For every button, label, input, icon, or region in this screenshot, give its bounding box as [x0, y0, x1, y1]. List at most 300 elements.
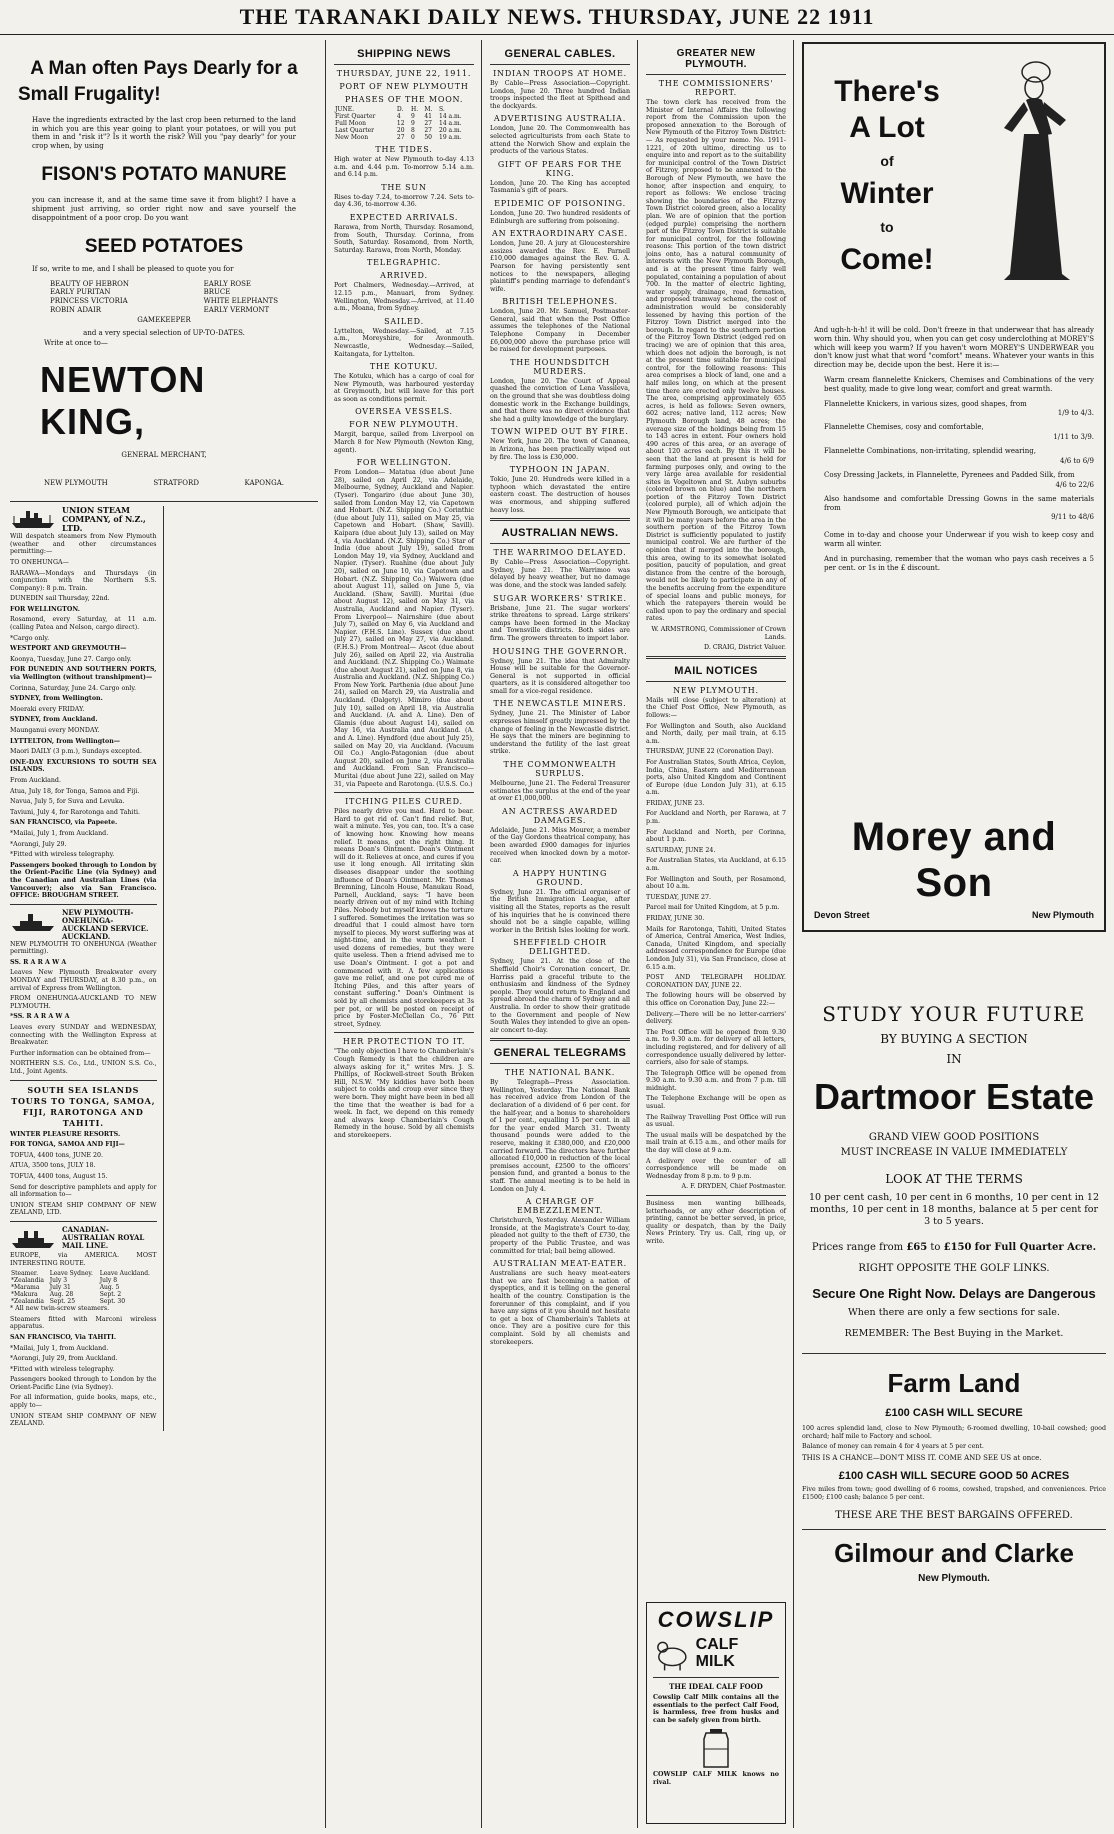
advert-subheading: BY BUYING A SECTION — [880, 1032, 1028, 1046]
schedule-line: *Fitted with wireless telegraphy. — [10, 1365, 115, 1373]
article-body: New York, June 20. The town of Cananea, in Arizona, has been practically wiped out by fire. The loss is £30,000. — [490, 438, 630, 461]
schedule-line: Passengers booked through to London by the Orient-Pacific Line (via Sydney). — [10, 1376, 157, 1391]
notice-line: Parcel mail for United Kingdom, at 5 p.m. — [646, 904, 780, 912]
street: Devon Street — [814, 910, 870, 920]
table-cell: *Makura — [11, 1291, 38, 1299]
schedule-line: Leaves every SUNDAY and WEDNESDAY, connecting with the Wellington Express at Breakwater. — [10, 1024, 157, 1047]
subheading: SAILED. — [384, 316, 424, 326]
advert-body: and a very special selection of UP-TO-DATES. — [83, 329, 245, 338]
article-heading: THE NEWCASTLE MINERS. — [493, 699, 627, 709]
schedule-line: NEW PLYMOUTH TO ONEHUNGA (Weather permitting). — [10, 940, 157, 956]
subheading: THE KOTUKU. — [369, 362, 439, 372]
article-body: Piles nearly drive you mad. Hard to bear. Hard to get rid of. Can't find relief. But, wait a minute. Yes, you can, too. It's a case of knowing how. Knowing how means relief. It means, get the right thing. It means Doan's Ointment. Doan's Ointment will do it. Relieves at once, and cures if you use it long enough. All irritating skin diseases disappear under the soothing influence of Doan's Ointment. Mr. Thomas Bremning, Lincoln House, Manukau Road, Parnell, Auckland, says: "I have been nearly driven out of my mind with Itching Piles. Nobody but myself knows the torture I suffered. Sometimes the irritation was so dreadful that I could almost have torn myself to pieces. My worst suffering was at night-time, and in the warm weather. I used dozens of remedies, but they were quite useless. Then a friend advised me to use Doan's Ointment. I got a pot and commenced with it. A few applications gave me relief, and one pot cured me of Itching Piles, and this after years of constant suffering." Doan's Ointment is sold by all chemists and storekeepers at 3s per pot, or will be posted on receipt of price by Foster-McClellan Co., 76 Pitt street, Sydney. — [334, 808, 474, 1028]
advertiser-role: GENERAL MERCHANT, — [121, 451, 207, 460]
article-body: London, June 20. The Court of Appeal quashed the conviction of Lena Vassileva, on the ground that she was doubtless doing domestic work in the Exchange buildings, and that there was no direct evidence that she had a guilty knowledge of the burglary. — [490, 377, 630, 423]
signature: W. ARMSTRONG, Commissioner of Crown Lands. — [651, 625, 786, 641]
advert-body: Five miles from town; good dwelling of 6 rooms, cowshed, trapshed, and conveniences. Price £1500; £100 cash; balance 5 per cent. — [802, 1486, 1106, 1501]
price: 9/11 to 48/6 — [1051, 513, 1094, 522]
variety: ROBIN ADAIR — [50, 305, 102, 314]
price: 4/6 to 6/9 — [1059, 456, 1094, 465]
notice-line: For Auckland and North, per Corinna, about 1 p.m. — [646, 828, 786, 844]
table-row — [334, 134, 474, 141]
table-header: Leave Sydney. — [49, 1270, 93, 1278]
column-rule — [637, 40, 638, 1828]
price: 1/9 to 4/3. — [1057, 409, 1094, 418]
advertiser-name: Morey and Son — [851, 815, 1057, 905]
advert-footer: Passengers booked through to London by the Orient-Pacific Line (via Sydney) and the Canadian and Australian Lines (via Vancouver); also via San Francisco. OFFICE: BROUGHAM STREET. — [10, 861, 157, 900]
shipping-subcolumn-left — [10, 506, 157, 1431]
subheading: ITCHING PILES CURED. — [345, 797, 463, 807]
advert-body: Balance of money can remain 4 for 4 years at 5 per cent. — [802, 1443, 984, 1451]
schedule-line: *Aorangi, July 29. — [10, 840, 67, 848]
article-body: Sydney, June 21. At the close of the Sheffield Choir's Coronation concert, Dr. Harriss paid a graceful tribute to the enthusiasm and kindness of the Sydney people. They would return to England and spread abroad the charm of Sydney and all Australia. In order to show their gratitude to the Government and people of New South Wales they intended to give an open-air concert to-day. — [490, 958, 630, 1034]
product-line: Flannelette Chemises, cosy and comfortable, — [824, 423, 984, 432]
signature: A. F. DRYDEN, Chief Postmaster. — [681, 1183, 786, 1191]
advert-headline: of — [880, 153, 894, 169]
article-heading: TOWN WIPED OUT BY FIRE. — [491, 427, 629, 437]
product-line: Also handsome and comfortable Dressing Gowns in the same materials from — [824, 494, 1094, 512]
table-cell: July 8 — [99, 1277, 118, 1285]
notice-line: Delivery.—There will be no letter-carriers' delivery. — [646, 1010, 786, 1026]
notice-line: The usual mails will be despatched by the mail train at 6.15 a.m., and other mails for the day will close at 9 a.m. — [646, 1131, 786, 1155]
table-cell: *Zealandia — [11, 1298, 44, 1306]
advert-headline: A Lot — [849, 111, 925, 144]
table-cell: 14 a.m. — [439, 113, 462, 120]
section-heading: GENERAL TELEGRAMS — [493, 1047, 627, 1060]
article-body: Lyttelton, Wednesday.—Sailed, at 7.15 a.m., Moreyshire, for Avonmouth. Newcastle, Wednesday.—Sailed, Kaitangata, for Lyttelton. — [334, 327, 474, 358]
schedule-line: *Aorangi, July 29, from Auckland. — [10, 1355, 118, 1363]
schedule-line: Steamers fitted with Marconi wireless apparatus. — [10, 1315, 157, 1331]
schedule-line: UNION STEAM SHIP COMPANY OF NEW ZEALAND, LTD. — [10, 1201, 157, 1217]
notice-line: For Wellington and South, per Rosamond, about 10 a.m. — [646, 875, 786, 891]
section-heading: GENERAL CABLES. — [504, 48, 616, 60]
table-cell: Sept. 25 — [49, 1298, 76, 1306]
article-heading: THE COMMISSIONERS' REPORT. — [658, 79, 774, 97]
section-heading: SHIPPING NEWS — [357, 48, 451, 60]
schedule-line: Koonya, Tuesday, June 27. Cargo only. — [10, 655, 132, 663]
advert-body: And in purchasing, remember that the woman who pays cash receives a 5 per cent. or 1s in the £ discount. — [824, 554, 1094, 572]
column-4 — [640, 42, 792, 1828]
sailing-table — [10, 1270, 157, 1305]
article-body: Australians are such heavy meat-eaters that we are fast becoming a nation of dyspeptics, and it is telling on the general health of the country. Constipation is the forerunner of this complaint, and if you have any signs of it you should not hesitate to get a box of Chamberlain's Tablets at once. They are a positive cure for this complaint. Sold by all chemists and storekeepers. — [490, 1270, 630, 1346]
column-2 — [328, 42, 480, 1828]
variety-list — [50, 280, 278, 314]
notice-line: Mails for Rarotonga, Tahiti, United States of America, Central America, West Indies, Canada, United Kingdom, and specially addressed correspondence for Europe (due London July 31), via San Francisco, close at 6.15 a.m. — [646, 925, 786, 971]
advert-body: you can increase it, and at the same time save it from blight? I have a shipment just arriving, so order right now and save yourself the disappointment of a poor crop. Do you want — [32, 196, 296, 222]
schedule-line: FOR TONGA, SAMOA AND FIJI— — [10, 1141, 125, 1149]
advert-line: MUST INCREASE IN VALUE IMMEDIATELY — [840, 1147, 1068, 1158]
advert-body: Write at once to— — [44, 339, 108, 348]
advert-line: GRAND VIEW GOOD POSITIONS — [868, 1132, 1040, 1143]
table-cell: 27 — [396, 134, 405, 141]
schedule-line: ONE-DAY EXCURSIONS TO SOUTH SEA ISLANDS. — [10, 758, 157, 774]
variety: EARLY PURITAN — [50, 288, 111, 297]
schedule-line: Atua, July 18, for Tonga, Samoa and Fiji. — [10, 787, 140, 795]
article-heading: BRITISH TELEPHONES. — [502, 297, 618, 307]
subheading: THE TIDES. — [375, 145, 433, 154]
table-row — [10, 1291, 157, 1298]
price-low: £65 — [906, 1242, 928, 1253]
table-header: S. — [439, 106, 445, 113]
seed-heading: SEED POTATOES — [84, 236, 244, 258]
article-heading: AN EXTRAORDINARY CASE. — [492, 229, 628, 239]
notice-line: For Auckland and North, per Rarawa, at 7 p.m. — [646, 810, 786, 826]
advert-footer: COWSLIP CALF MILK knows no rival. — [653, 1771, 779, 1786]
article-body: Sydney, June 21. The idea that Admiralty House will be suitable for the Governor-General is not supported in official quarters, as it is considered altogether too small for a vice-regal residence. — [490, 657, 630, 695]
article-body: Melbourne, June 21. The Federal Treasurer estimates the surplus at the end of the year at over £1,000,000. — [490, 780, 630, 803]
article-body: Christchurch, Yesterday. Alexander William Ironside, at the Magistrate's Court to-day, pleaded not guilty to the theft of £730, the property of the Public Trustee, and was committed for trial; bail being allowed. — [490, 1217, 630, 1255]
table-cell: 9 — [410, 113, 415, 120]
notice-line: For Australian States, via Auckland, at 6.15 a.m. — [646, 857, 786, 873]
table-cell: 0 — [410, 134, 415, 141]
article-body: From London— Matatua (due about June 28), sailed on April 22, via Adelaide, Melbourne, Sydney, Auckland and Napier. (Tyser). Tongariro (due about June 30), sailed from London May 12, via Capetown and Hobart. (N.Z. Shipping Co.) Corinthic (due about July 11), sailed on May 25, via Capetown and Hobart. (Shaw, Savill). Kaipara (due about July 13), sailed on May 4, via Auckland. (N.Z. Shipping Co.) Star of India (due about July 19), sailed from London May 19, via Sydney, Auckland and Napier. (Tyser). Ruahine (due about July 20), sailed on June 10, via Capetown and Hobart. (N.Z. Shipping Co.) Waiwera (due about August 11), sailed on June 5, via Auckland. (Shaw, Savill). Muritai (due about August 12), sailed on May 31, via Australia, Auckland and Napier. (Tyser). From Liverpool— Nairnshire (due about July 7), sailed on May 6, via Auckland and Napier. (F.H.S. Line). Sussex (due about July 27), sailed on May 27, via Auckland. (F.H.S.) From Montreal— Ascot (due about July 26), sailed on April 22, via Australia and Auckland. (N.Z. Shipping Co.) Waimate (due about August 21), sailed on June 8, via Australia and Auckland. (N.Z. Shipping Co.) From New York. Parthenia (due about June 24), sailed on March 29, via Australia and Auckland. (Dalgety). Mimiro (due about July 10), sailed on April 18, via Australia and Auckland. (A. and A. Line). Den of Glamis (due about August 14), sailed on May 16, via Australia and Auckland. (A. and A. Line). Hyndford (due about July 25), sailed on May 20, via Auckland. (Vacuum Oil Co.) Anglo-Patagonian (due about August 20), sailed on June 2, via Australia and Auckland. From San Francisco— Muritai (due about June 22), sailed on May 31, via Papeete and Rarotonga. (U.S.S. Co.) — [334, 469, 474, 788]
table-cell: Sept. 2 — [99, 1291, 122, 1299]
column-1 — [4, 42, 324, 1828]
canadian-advert — [10, 1226, 157, 1428]
advert-headline: There's — [834, 75, 940, 108]
steamship-icon — [10, 911, 56, 933]
schedule-line: Maori DAILY (3 p.m.), Sundays excepted. — [10, 748, 142, 756]
masthead: THE TARANAKI DAILY NEWS. THURSDAY, JUNE 22 1911 — [0, 0, 1114, 35]
price-range — [802, 1242, 1106, 1253]
estate-name: Dartmoor Estate — [813, 1076, 1095, 1117]
printery-notice: Business men wanting billheads, letterheads, or any other description of printing, cannot be better served, in price, quality or despatch, than by the Daily News Printery. Try us. Call, ring up, or write. — [646, 1200, 786, 1245]
article-body: By Telegraph—Press Association. Wellington, Yesterday. The National Bank has received advice from London of the declaration of a dividend of 6 per cent. for the half-year, and a bonus to shareholders of 1 per cent., equalling 15 per cent. in all for the year ended March 31. Twenty thousand pounds were added to the reserve, making it £380,000, and £20,000 carried forward. The directors have further allocated £10,000 in reduction of the local premises account, £2500 to the officers' pension fund, and granted a bonus to the staff. The annual meeting is to be held in London on July 4. — [490, 1079, 630, 1193]
town: NEW PLYMOUTH — [44, 479, 108, 488]
price: 4/6 to 22/6 — [1055, 480, 1094, 489]
table-cell: *Zealandia — [11, 1277, 44, 1285]
article-heading: GIFT OF PEARS FOR THE KING. — [497, 159, 623, 178]
schedule-line: ATUA, 3500 tons, JULY 18. — [10, 1162, 96, 1170]
variety: EARLY VERMONT — [203, 305, 270, 314]
dateline: THURSDAY, JUNE 22, 1911. — [336, 69, 472, 78]
advertiser-name: Gilmour and Clarke — [834, 1537, 1074, 1568]
table-cell: 20 — [396, 127, 405, 134]
notice-line: The Telephone Exchange will be open as usual. — [646, 1095, 786, 1111]
table-cell: July 3 — [49, 1277, 68, 1285]
notice-line: FRIDAY, JUNE 30. — [646, 915, 705, 922]
notice-line: SATURDAY, JUNE 24. — [646, 846, 716, 854]
product-line: Cosy Dressing Jackets, in Flannelette, Pyrenees and Padded Silk, from — [824, 470, 1075, 479]
article-heading: A CHARGE OF EMBEZZLEMENT. — [516, 1197, 604, 1216]
advert-line: THESE ARE THE BEST BARGAINS OFFERED. — [835, 1509, 1073, 1521]
schedule-line: TOFUA, 4400 tons, JUNE 20. — [10, 1151, 103, 1159]
notice-line: For Wellington and South, also Auckland and North, daily, per mail train, at 6.15 a.m. — [646, 722, 786, 745]
notice-line: Mails will close (subject to alteration) at the Chief Post Office, New Plymouth, as follows:— — [646, 696, 786, 719]
notice-line: The following hours will be observed by this office on Coronation Day, June 22:— — [646, 992, 786, 1007]
table-cell: New Moon — [335, 134, 369, 141]
subheading: HER PROTECTION TO IT. — [342, 1037, 466, 1047]
article-heading: EPIDEMIC OF POISONING. — [494, 198, 626, 208]
advertiser-name: NEWTON KING, — [40, 359, 206, 443]
table-cell: 27 — [424, 120, 432, 127]
article-heading: INDIAN TROOPS AT HOME. — [493, 69, 627, 78]
table-header: H. — [410, 106, 419, 113]
schedule-line: TOFUA, 4400 tons, August 15. — [10, 1172, 108, 1180]
article-heading: THE HOUNDSDITCH MURDERS. — [510, 357, 610, 376]
advert-subheading: WINTER PLEASURE RESORTS. — [10, 1130, 121, 1138]
town: New Plymouth — [1031, 910, 1094, 920]
table-header: Leave Auckland. — [99, 1270, 150, 1278]
article-body: London, June 20. The Commonwealth has selected agriculturists from each State to attend the Norwich Show and explain the products of the various States. — [490, 125, 630, 156]
article-heading: HOUSING THE GOVERNOR. — [492, 646, 628, 656]
product-name: CALF MILK — [695, 1636, 739, 1670]
section-heading: AUSTRALIAN NEWS. — [501, 527, 619, 540]
table-row — [10, 1284, 157, 1291]
advert-body: Will despatch steamers from New Plymouth (weather and other circumstances permitting:— — [10, 533, 157, 556]
brand-name: COWSLIP — [657, 1607, 775, 1632]
table-row — [334, 127, 474, 134]
schedule-line: From Auckland. — [10, 776, 61, 784]
subheading: ARRIVED. — [380, 271, 428, 281]
price-to: to — [930, 1242, 941, 1253]
subheading: FOR WELLINGTON. — [356, 458, 452, 468]
table-header: D. — [396, 106, 404, 113]
subheading: OVERSEA VESSELS. — [355, 407, 453, 417]
advert-headline: to — [880, 219, 894, 235]
article-body: London, June 20. Two hundred residents of Edinburgh are suffering from poisoning. — [490, 209, 630, 225]
notice-line: THURSDAY, JUNE 22 (Coronation Day). — [646, 748, 774, 756]
schedule-line: *Cargo only. — [10, 634, 50, 642]
table-cell: 8 — [410, 127, 415, 134]
advert-line: Secure One Right Now. Delays are Dangerous — [812, 1286, 1096, 1301]
table-cell: 41 — [424, 113, 432, 120]
article-body: The town clerk has received from the Minister of Internal Affairs the following report from the Commission upon the proposed annexation to the Borough of New Plymouth of the Fitzroy Town District:— As requested by your memo. No. 1911-1221, of 20th ultimo, directing us to enquire into and report as to the suitability for municipal control of the Town District of Fitzroy, proposed to be annexed to the Borough of New Plymouth, we have the honor, after inspection and enquiry, to report as follows: We enclose tracing showing the boundaries of the Fitzroy Town District colored green, also a locality plan. We are of opinion that the portion (edged purple) comprising the northern part of the Fitzroy Town District is suitable for municipal control, for the following reasons: This portion of the town district joins onto, has a natural community of interests with the New Plymouth Borough, and is at the present time fairly well populated, containing a population of about 700. In the matter of electric lighting, water supply, drainage, road formation, and proposed tramway scheme, the cost of administration would be considerably lessened by having this portion of the Fitzroy Town District merged into the borough. In regard to the southern portion of the Fitzroy Town District (edged red on tracing) we are of opinion that this area, which does not adjoin the borough, is not at the present time suitable for municipal control, for the following reasons: This area comprises a block of land, one and a half miles long, on which at the present time there are erected only twelve houses. The area, comprising approximately 655 acres, is held as follows: Seven owners, 602 acres; native land, 112 acres; New Plymouth Borough land, 48 acres; the average size of the holdings being from 15 to 143 acres in extent. Four owners hold 490 acres of this area, or an average of about 120 acres each. By this it will be seen that the land at present is held for farming purposes only, and owing to the very large area available for residential sites in Vogeltown and St. Aubyn suburbs (colored brown on blue) and the northern portion of the Fitzroy Town District (colored purple), all of which adjoin the New Plymouth Borough, we anticipate that it will be many years before the area in the southern portion of the Fitzroy Town District is sufficiently populated to justify municipal control. We are further of the opinion that if merged into the borough, this area, owing to its somewhat isolated position, paucity of population, and great distance from the centre of the borough, would not be likely to participate in any of the benefits accruing from the expenditure of special loans and public moneys, for which the ratepayers therein would be called upon to pay the ordinary and special rates. — [646, 99, 786, 623]
variety: WHITE ELEPHANTS — [203, 296, 278, 305]
advert-body: If so, write to me, and I shall be pleased to quote you for — [32, 265, 234, 274]
article-heading: SHEFFIELD CHOIR DELIGHTED. — [513, 938, 607, 957]
price-unit: for Full Quarter Acre. — [974, 1242, 1097, 1253]
article-body: Port Chalmers, Wednesday.—Arrived, at 12.15 p.m., Manuari, from Sydney. Wellington, Wednesday.—Arrived, at 11.40 a.m., Moana, from Sydney. — [334, 282, 474, 313]
schedule-line: * All new twin-screw steamers. — [10, 1305, 110, 1313]
table-cell: 27 — [424, 127, 432, 134]
table-cell: 12 — [396, 120, 405, 127]
schedule-line: SAN FRANCISCO, via Papeete. — [10, 819, 118, 827]
advert-line: £100 CASH WILL SECURE GOOD 50 ACRES — [838, 1470, 1070, 1483]
subheading: EXPECTED ARRIVALS. — [349, 212, 459, 222]
notice-line: FRIDAY, JUNE 23. — [646, 799, 705, 807]
union-steam-advert — [10, 506, 157, 900]
table-row — [334, 113, 474, 120]
column-3 — [484, 42, 636, 1828]
farm-heading: Farm Land — [887, 1368, 1021, 1398]
schedule-line: UNION STEAM SHIP COMPANY OF NEW ZEALAND. — [10, 1412, 157, 1428]
shipping-subcolumn-right — [170, 506, 319, 906]
advert-body: Have the ingredients extracted by the last crop been returned to the land in which you are this year going to plant your potatoes, or will you put them in and "risk it"? Is it worth the risk? Will you "pay dearly" for your crop when, by using — [32, 116, 296, 150]
article-body: London, June 20. A jury at Gloucestershire assizes awarded the Rev. E. Parnell £10,000 damages against the Rev. G. A. Pearson for having persistently sent notices to the newspapers, alleging plaintiff's pending marriage to defendant's wife. — [490, 240, 630, 293]
schedule-line: Send for descriptive pamphlets and apply for all information to— — [10, 1183, 157, 1199]
article-heading: SUGAR WORKERS' STRIKE. — [493, 593, 627, 603]
advert-line: When there are only a few sections for sale. — [848, 1307, 1060, 1318]
article-heading: AN ACTRESS AWARDED DAMAGES. — [502, 806, 618, 825]
schedule-line: FOR DUNEDIN AND SOUTHERN PORTS, via Wellington (without transhipment)— — [10, 666, 157, 682]
column-rule — [793, 40, 794, 1828]
table-cell: Full Moon — [335, 120, 367, 127]
headline-block — [822, 74, 952, 278]
notice-line: The Post Office will be opened from 9.30 a.m. to 9.30 a.m. for delivery of all letters, including registered, and for delivery of all correspondence usually delivered by letter-carriers, also for sale of stamps. — [646, 1028, 786, 1067]
advert-heading: NEW PLYMOUTH-ONEHUNGA-AUCKLAND SERVICE. AUCKLAND. — [62, 907, 149, 941]
table-header: JUNE. — [335, 106, 354, 113]
article-heading: AUSTRALIAN MEAT-EATER. — [493, 1259, 627, 1269]
article-heading: NEW PLYMOUTH. — [673, 685, 759, 695]
schedule-line: Leaves New Plymouth Breakwater every MONDAY and THURSDAY, at 8.30 p.m., on arrival of Express from Wellington. — [10, 969, 157, 992]
terms: 10 per cent cash, 10 per cent in 6 months, 10 per cent in 12 months, 10 per cent in 18 months, balance at 5 per cent for 3 to 5 years. — [808, 1192, 1100, 1227]
table-cell: First Quarter — [335, 113, 376, 120]
article-body: Tokio, June 20. Hundreds were killed in a typhoon which devastated the entire eastern coast. The destruction of houses was enormous, and shipping suffered heavy loss. — [490, 476, 630, 514]
article-body: Margit, barque, sailed from Liverpool on March 8 for New Plymouth (Newton King, agent). — [334, 431, 474, 454]
calf-icon — [653, 1633, 692, 1673]
article-body: Adelaide, June 21. Miss Mourer, a member of the Gay Gordons theatrical company, has been awarded £900 damages for injuries received when knocked down by a motor-car. — [490, 826, 630, 865]
schedule-line: *Mailai, July 1, from Auckland. — [10, 1344, 109, 1352]
schedule-line: Corinna, Saturday, June 24. Cargo only. — [10, 684, 137, 692]
advert-copy — [814, 326, 1094, 576]
schedule-line: Moeraki every FRIDAY. — [10, 705, 85, 713]
milk-can-icon — [686, 1727, 746, 1771]
advert-line: RIGHT OPPOSITE THE GOLF LINKS. — [858, 1263, 1050, 1274]
schedule-line: FROM ONEHUNGA-AUCKLAND TO NEW PLYMOUTH. — [10, 995, 157, 1010]
table-cell: 14 a.m. — [439, 120, 462, 127]
schedule-line: SS. R A R A W A — [10, 958, 67, 966]
schedule-line: Maunganui every MONDAY. — [10, 727, 100, 734]
table-cell: 9 — [410, 120, 415, 127]
table-cell: Sept. 30 — [99, 1298, 126, 1306]
advert-body: 100 acres splendid land, close to New Plymouth; 6-roomed dwelling, 10-bail cowshed; good orchard; half mile to Factory and school. — [802, 1425, 1106, 1440]
table-cell: 4 — [396, 113, 401, 120]
schedule-line: Taviuni, July 4, for Rarotonga and Tahiti. — [10, 808, 140, 816]
notice-line: POST AND TELEGRAPH HOLIDAY. CORONATION DAY, JUNE 22. — [646, 974, 786, 989]
table-cell: *Marama — [11, 1284, 40, 1292]
advert-headline: Small Frugality! — [18, 84, 161, 105]
advertiser-block — [814, 814, 1094, 920]
signature: D. CRAIG, District Valuer. — [704, 644, 786, 652]
schedule-line: WESTPORT AND GREYMOUTH— — [10, 645, 127, 653]
table-cell: 19 a.m. — [439, 134, 462, 141]
article-body: Sydney, June 21. The official organiser of the British Immigration League, after visiting all the States, reports as the result of his inquiries that he is convinced there should not be a single capable, willing worker in the British Isles looking for work. — [490, 888, 630, 934]
table-cell: 20 a.m. — [439, 127, 462, 134]
schedule-line: *Fitted with wireless telegraphy. — [10, 851, 115, 859]
advert-body: And ugh-h-h-h! it will be cold. Don't freeze in that underwear that has already worn thin. Why should you, when you can get cosy underclothing at MOREY'S which will keep you warm? If you haven't worn MOREY'S UNDERWEAR you don't know just what that word "comfort" means. Whatever your wants in this direction may be, decide upon the best. Here it is:— — [814, 326, 1094, 370]
notice-line: The Telegraph Office will be opened from 9.30 a.m. to 9.30 a.m. and from 7 p.m. till midnight. — [646, 1069, 786, 1092]
article-body: "The only objection I have to Chamberlain's Cough Remedy is that the children are always asking for it," writes Mrs. J. S. Phillips, of Rockwell-street South Broken Hill, N.S.W. "My kiddies have both been subject to colds and croup ever since they were born. They might have been in bed all the time that the weather is bad for a week. In fact, we depend on this remedy and always keep Chamberlain's Cough Remedy in the house. Sold by all chemists and storekeepers. — [334, 1048, 474, 1139]
product-line: Warm cream flannelette Knickers, Chemises and Combinations of the very best quality, made to give long wear, comfort and great warmth. — [824, 375, 1094, 393]
town: New Plymouth. — [918, 1572, 990, 1584]
product-name: FISON'S POTATO MANURE — [41, 164, 287, 186]
advert-heading: SOUTH SEA ISLANDS TOURS TO TONGA, SAMOA, FIJI, RAROTONGA AND TAHITI. — [11, 1084, 156, 1128]
notice-line: TUESDAY, JUNE 27. — [646, 893, 712, 901]
notice-line: A delivery over the counter of all correspondence will be made on Wednesday from 8 p.m. to 9 p.m. — [646, 1157, 786, 1180]
product-tagline: THE IDEAL CALF FOOD — [669, 1682, 763, 1691]
table-header: M. — [424, 106, 433, 113]
moon-phase-table — [334, 106, 474, 141]
table-row — [10, 1298, 157, 1305]
table-cell: 50 — [424, 134, 432, 141]
cowslip-advert — [646, 1602, 786, 1824]
schedule-line: *Mailai, July 1, from Auckland. — [10, 829, 109, 837]
shipping-adverts — [10, 506, 318, 1431]
advert-headline: Winter — [840, 177, 934, 210]
table-row — [334, 120, 474, 127]
schedule-line: SAN FRANCISCO, Via TAHITI. — [10, 1333, 117, 1341]
schedule-line: LYTTELTON, from Wellington— — [10, 737, 121, 745]
variety: BEAUTY OF HEBRON — [50, 279, 130, 288]
advert-heading: UNION STEAM COMPANY, of N.Z., LTD. — [62, 505, 146, 534]
column-rule — [163, 506, 164, 1431]
schedule-line: Further information can be obtained from— — [10, 1049, 151, 1057]
advert-body: Cowslip Calf Milk contains all the essentials to the perfect Calf Food, is harmless, free from husks and can be safely given from birth. — [653, 1694, 779, 1724]
advert-subheading: EUROPE, via AMERICA. MOST INTERESTING ROUTE. — [10, 1251, 157, 1267]
table-cell: Last Quarter — [335, 127, 375, 134]
article-body: Rarawa, from North, Thursday. Rosamond, from South, Thursday. Corinna, from South, Saturday. Rosamond, from North, Saturday. Rarawa, from North, Monday. — [334, 223, 474, 254]
variety: BRUCE — [203, 288, 231, 297]
advert-line: LOOK AT THE TERMS — [885, 1172, 1023, 1186]
schedule-line: For all information, guide books, maps, etc., apply to— — [10, 1394, 157, 1410]
article-body: Rises to-day 7.24, to-morrow 7.24. Sets to-day 4.36, to-morrow 4.36. — [334, 193, 474, 209]
advert-line: REMEMBER: The Best Buying in the Market. — [844, 1328, 1064, 1339]
table-cell: Aug. 5 — [99, 1284, 120, 1292]
advert-body: Come in to-day and choose your Underwear if you wish to keep cosy and warm all winter. — [824, 531, 1094, 549]
table-header: Steamer. — [11, 1270, 39, 1278]
notice-line: The Railway Travelling Post Office will run as usual. — [646, 1113, 786, 1129]
subheading: PHASES OF THE MOON. — [344, 95, 464, 104]
schedule-line: Rosamond, every Saturday, at 11 a.m. (calling Patea and Nelson, cargo direct). — [10, 616, 157, 632]
price: 1/11 to 3/9. — [1053, 433, 1094, 442]
schedule-line: Navua, July 5, for Suva and Levuka. — [10, 798, 125, 806]
variety: EARLY ROSE — [203, 279, 251, 288]
schedule-line: RARAWA—Mondays and Thursdays (in conjunction with the Northern S.S. Company): 8 p.m. Train. — [10, 569, 157, 592]
table-cell: July 31 — [49, 1284, 71, 1292]
south-sea-advert — [10, 1085, 157, 1217]
section-heading: GREATER NEW PLYMOUTH. — [676, 48, 756, 70]
steamship-icon — [10, 508, 56, 530]
product-line: Flannelette Knickers, in various sizes, good shapes, from — [824, 399, 1027, 408]
article-body: By Cable—Press Association—Copyright. Sydney, June 21. The Warrimoo was delayed by heavy weather, but no damage was done, and the stock was landed safely. — [490, 559, 630, 589]
town: STRATFORD — [153, 479, 199, 488]
schedule-line: *SS. R A R A W A — [10, 1013, 70, 1021]
advert-body: THIS IS A CHANCE—DON'T MISS IT. COME AND SEE US at once. — [802, 1453, 1042, 1462]
schedule-line: FOR WELLINGTON. — [10, 605, 80, 613]
morey-advert — [802, 42, 1106, 932]
subheading: FOR NEW PLYMOUTH. — [349, 420, 459, 430]
dartmoor-advert — [802, 1002, 1106, 1584]
advert-headline: Come! — [840, 243, 934, 276]
advert-line: £100 CASH WILL SECURE — [885, 1407, 1023, 1419]
article-body: The Kotuku, which has a cargo of coal for New Plymouth, was harboured yesterday at Greymouth, but will leave for this port as soon as conditions permit. — [334, 373, 474, 403]
article-body: By Cable—Press Association—Copyright. London, June 20. Three hundred Indian troops inspected the fleet at Spithead and the dockyards. — [490, 80, 630, 110]
column-5 — [796, 42, 1112, 1828]
schedule-line: TO ONEHUNGA— — [10, 558, 69, 566]
town-list — [44, 479, 284, 487]
article-body: Brisbane, June 21. The sugar workers' strike threatens to spread. Large strikers' camps have been formed in the Mackay and Townsville districts. Both sides are firm. The growers threaten to import labor. — [490, 604, 630, 642]
schedule-line: NORTHERN S.S. Co., Ltd., UNION S.S. Co., Ltd., Joint Agents. — [10, 1060, 157, 1075]
schedule-line: SYDNEY, from Auckland. — [10, 716, 98, 724]
advert-headline: A Man often Pays Dearly for a — [30, 58, 298, 79]
table-row — [10, 1277, 157, 1284]
article-body: High water at New Plymouth to-day 4.13 a.m. and 4.44 p.m. To-morrow 5.14 a.m. and 6.14 p.m. — [334, 156, 474, 179]
article-heading: A HAPPY HUNTING GROUND. — [512, 868, 608, 887]
article-body: Sydney, June 21. The Minister of Labor expresses himself greatly impressed by the change of feeling in the Newcastle district. He says that the miners are beginning to understand the futility of the last great strike. — [490, 710, 630, 756]
article-heading: THE COMMONWEALTH SURPLUS. — [503, 760, 617, 779]
lady-illustration — [974, 54, 1094, 284]
advert-subheading: IN — [946, 1052, 962, 1066]
article-heading: ADVERTISING AUSTRALIA. — [493, 114, 627, 124]
article-heading: THE WARRIMOO DELAYED. — [493, 548, 627, 558]
variety: PRINCESS VICTORIA — [50, 296, 128, 305]
article-heading: TYPHOON IN JAPAN. — [509, 465, 611, 475]
product-line: Flannelette Combinations, non-irritating, splendid wearing, — [824, 447, 1036, 456]
price-high: £150 — [943, 1242, 972, 1253]
article-body: London, June 20. The King has accepted Tasmania's gift of pears. — [490, 179, 630, 195]
town: KAPONGA. — [244, 479, 284, 488]
